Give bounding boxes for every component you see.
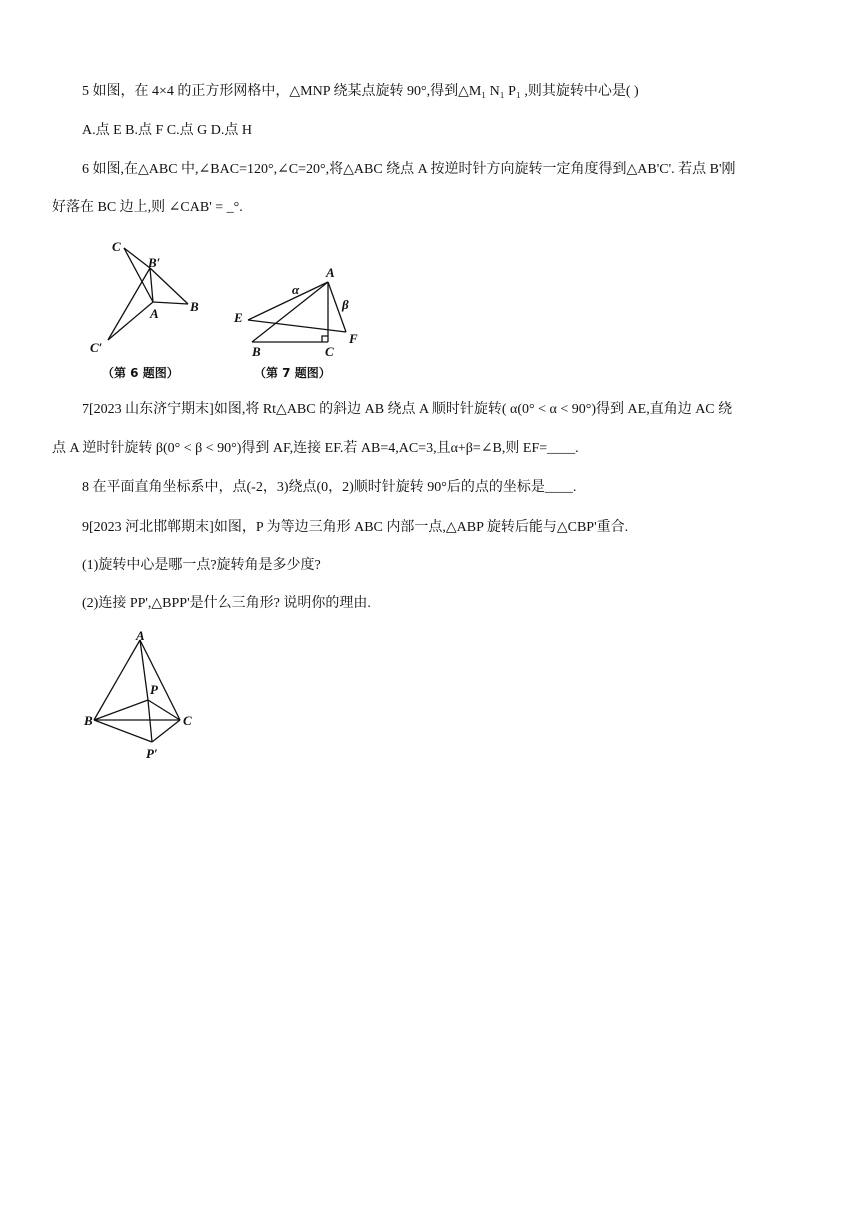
question-5-text: 5 如图，在 4×4 的正方形网格中，△MNP 绕某点旋转 90°,得到△M₁ N₁ P₁ ,则其旋转中心是( )	[82, 84, 639, 99]
fig9-label-b: B	[84, 713, 93, 728]
fig6-label-b: B	[190, 299, 199, 314]
figures-6-7	[80, 232, 380, 392]
fig7-label-e: E	[234, 310, 243, 325]
fig7-label-f: F	[349, 331, 358, 346]
fig7-label-c: C	[325, 344, 334, 359]
question-9-part-2: (2)连接 PP',△BPP'是什么三角形? 说明你的理由.	[82, 596, 371, 611]
figure-6-7-diagram	[80, 232, 380, 387]
fig7-label-beta: β	[342, 297, 349, 312]
fig7-label-a: A	[326, 265, 335, 280]
figure-7	[233, 265, 358, 380]
fig6-label-cprime: C′	[90, 340, 103, 355]
fig7-label-b: B	[252, 344, 261, 359]
question-6-line-1: 6 如图,在△ABC 中,∠BAC=120°,∠C=20°,将△ABC 绕点 A 按逆时针方向旋转一定角度得到△AB'C'. 若点 B'刚	[82, 162, 736, 177]
fig7-caption: （第 7 题图）	[254, 366, 331, 380]
figure-6	[90, 239, 199, 380]
fig9-label-c: C	[183, 713, 192, 728]
fig7-label-alpha: α	[292, 282, 300, 297]
question-7-line-1: 7[2023 山东济宁期末]如图,将 Rt△ABC 的斜边 AB 绕点 A 顺时针旋转( α(0° < α < 90°)得到 AE,直角边 AC 绕	[82, 402, 733, 417]
fig9-label-a: A	[136, 628, 145, 643]
question-9-part-1: (1)旋转中心是哪一点?旋转角是多少度?	[82, 558, 321, 573]
figure-9	[80, 628, 210, 773]
fig6-caption: （第 6 题图）	[102, 366, 179, 380]
question-8-text: 8 在平面直角坐标系中，点(-2，3)绕点(0，2)顺时针旋转 90°后的点的坐标是____.	[82, 480, 577, 495]
question-7-line-2: 点 A 逆时针旋转 β(0° < β < 90°)得到 AF,连接 EF.若 AB=4,AC=3,且α+β=∠B,则 EF=____.	[52, 441, 579, 456]
figure-9-diagram	[80, 628, 210, 768]
fig6-label-c: C	[112, 239, 121, 254]
fig9-label-p: P	[150, 682, 158, 697]
question-6-line-2: 好落在 BC 边上,则 ∠CAB' = _°.	[52, 200, 243, 215]
question-5-options: A.点 E B.点 F C.点 G D.点 H	[82, 123, 252, 138]
fig9-label-pprime: P′	[146, 746, 158, 761]
fig6-label-bprime: B′	[148, 255, 161, 270]
fig6-label-a: A	[150, 306, 159, 321]
question-9-text: 9[2023 河北邯郸期末]如图，P 为等边三角形 ABC 内部一点,△ABP 旋转后能与△CBP'重合.	[82, 520, 629, 535]
